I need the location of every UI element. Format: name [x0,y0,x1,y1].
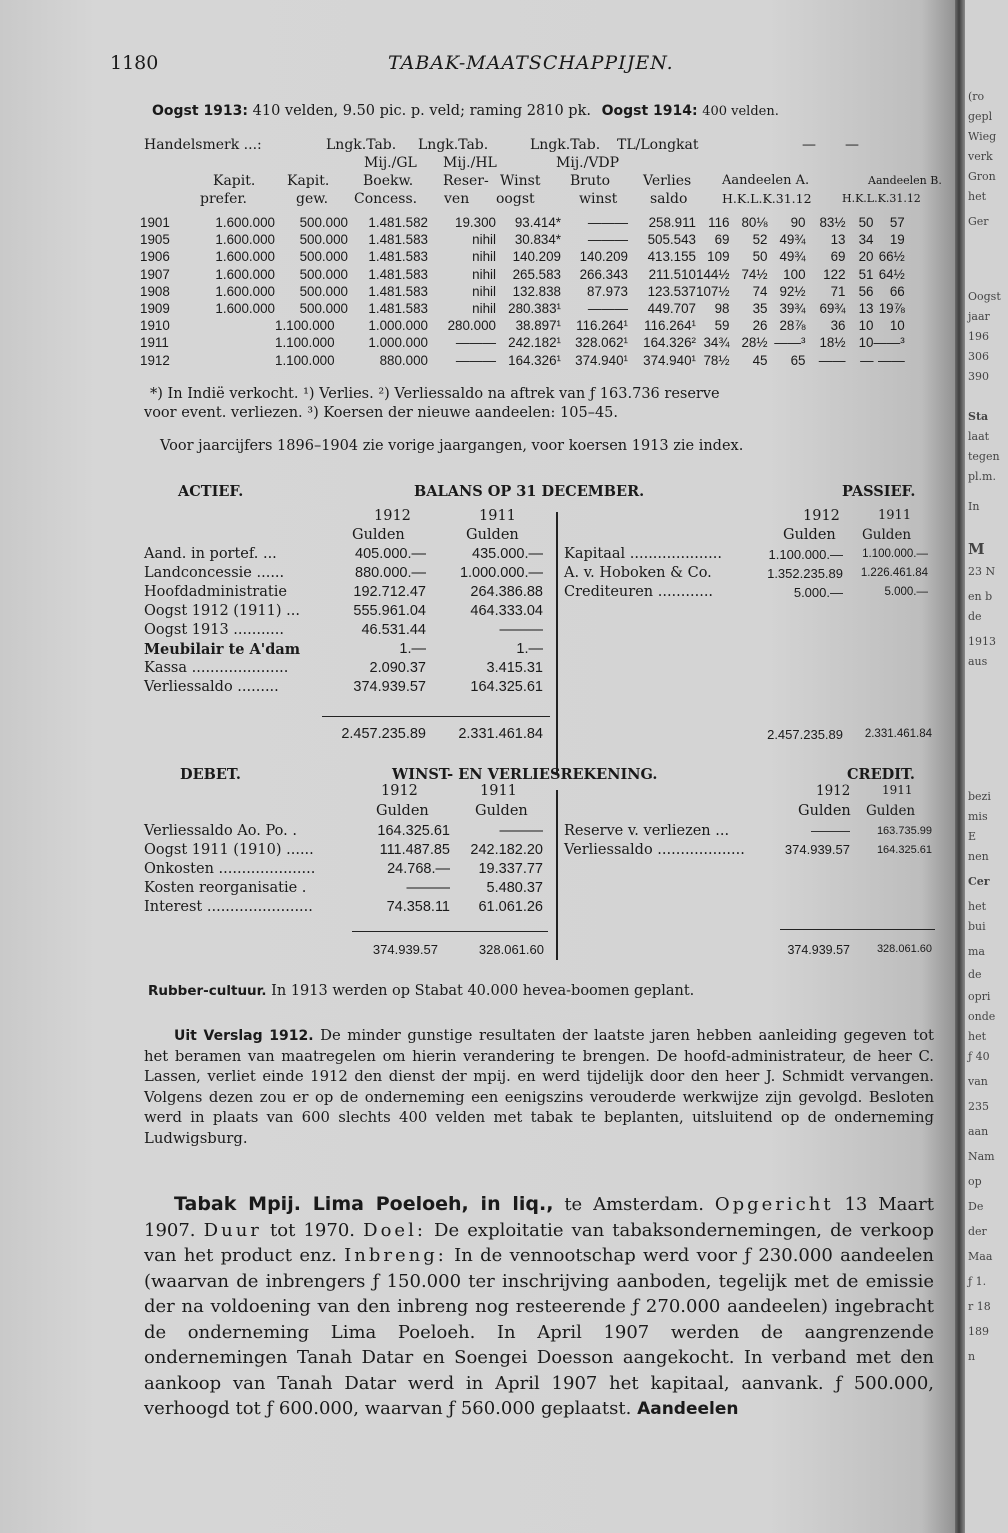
col-header-kapit-gew: Kapit. [287,173,330,189]
list-item-label: Verliessaldo Ao. Po. . [144,823,297,839]
pl-title: WINST- EN VERLIESREKENING. [392,766,658,783]
balance-passief-currency-1912: Gulden [783,527,836,543]
pl-debet-year-1911: 1911 [480,783,517,799]
balance-actief-currency-1912: Gulden [352,527,405,543]
list-item-label: Kassa ..................... [144,660,289,676]
trademark-mark-4: TL/Longkat [617,137,699,153]
pl-credit-total-1912: 374.939.57 [787,943,850,957]
pl-divider [556,790,558,960]
pl-debet-total-1912: 374.939.57 [372,942,438,957]
company-duration: tot 1970. [270,1219,356,1241]
balance-passief-total-1912: 2.457.235.89 [767,727,843,742]
pl-credit-currency-1911: Gulden [866,803,916,819]
company-founded-label: Opgericht [714,1194,834,1215]
rubber-line [148,983,694,999]
balance-actief-total-1911: 2.331.461.84 [458,726,543,742]
rubber-text: In 1913 werden op Stabat 40.000 hevea-boomen geplant. [271,983,695,999]
list-item-label: Landconcessie ...... [144,565,285,581]
balance-passief-title: PASSIEF. [842,483,916,500]
col-subheader-a-koersen: H.K.L.K.31.12 [722,191,812,206]
balance-actief-currency-1911: Gulden [466,527,519,543]
list-item-label: Crediteuren ............ [564,584,714,600]
col-header-reserven: Reser- [443,173,489,189]
table-row: 1905 1.600.000 500.000 1.481.583 nihil 30.834* ——— 505.543 69 52 49¾ 13 34 19 [140,232,905,248]
pl-credit-year-1911: 1911 [882,783,913,797]
list-item-label: Oogst 1912 (1911) ... [144,603,300,619]
list-item-label: Meubilair te A'dam [144,641,301,658]
col-subheader-winst: winst [579,191,618,207]
col-header-winst: Winst [500,173,541,189]
footnote-line-1: *) In Indië verkocht. ¹) Verlies. ²) Verliessaldo na aftrek van ƒ 163.736 reserve [150,386,720,402]
table-row: 1912 1.100.000 880.000 ——— 164.326¹ 374.940¹ 374.940¹ 78½ 45 65 —— — —— [140,352,905,368]
pl-credit-title: CREDIT. [847,766,915,783]
balance-passief-total-1911: 2.331.461.84 [864,728,932,740]
page-number: 1180 [110,52,159,74]
col-header-kapit-pref: Kapit. [213,173,256,189]
company-entry [144,1192,934,1423]
stats-table [140,214,905,369]
list-item-label: Onkosten ..................... [144,861,316,877]
pl-debet-currency-1911: Gulden [475,803,528,819]
trademark-label: Handelsmerk ...: [144,137,262,153]
trademark-sub-2: Mij./HL [443,155,497,171]
company-duration-label: Duur [203,1219,262,1241]
pl-credit-currency-1912: Gulden [798,803,851,819]
document-page: 1180 TABAK-MAATSCHAPPIJEN. Oogst 1913: 410 velden, 9.50 pic. p. veld; raming 2810 pk. Oogst 1914: 400 velden. Handelsmerk ...: Lngk.Tab. Lngk.Tab. Lngk.Tab. TL/Longkat — — Mij./GL Mij./HL Mij./VDP Kapit. Kapit. Boekw. Reser- Winst Bruto Verlies Aandeelen A. Aandeelen B. prefer. gew. Concess. ven oogst winst saldo H.K.L.K.31.12 H.K.L.K.31.12 1901 1.600.000 500.000 1.481.582 19.300 93.414* ——— 258.911 116 80⅛ 90 83½ 50 57 1905 1.600.000 500.000 1.481.583 nihil 30.834* ——— 505.543 69 52 49¾ 13 34 19 1906 1.600.000 500.000 1.481.583 nihil 140.209 140.209 413.155 109 50 49¾ 69 20 66½ 1907 1.600.000 500.000 1.481.583 nihil 265.583 266.343 211.510 144½ 74½ 100 122 51 64½ 1908 1.600.000 500.000 1.481.583 nihil 132.838 87.973 123.537 107½ 74 92½ 71 56 66 1909 1.600.000 500.000 1.481.583 nihil 280.383¹ ——— 449.707 98 35 39¾ 69¾ 13 19⅞ 1910 1.100.000 1.000.000 280.000 38.897¹ 116.264¹ 116.264¹ 59 26 28⅞ 36 10 10 1911 1.100.000 1.000.000 ——— 242.182¹ 328.062¹ 164.326² 34¾ 28½ ——³ 18½ 10 ——³ 1912 1.100.000 880.000 ——— 164.326¹ 374.940¹ 374.940¹ 78½ 45 65 —— — —— *) In Indië verkocht. ¹) Verlies. ²) Verliessaldo na aftrek van ƒ 163.736 reserve voor event. verliezen. ³) Koersen der nieuwe aandeelen: 105–45. Voor jaarcijfers 1896–1904 zie vorige jaargangen, voor koersen 1913 zie index. ACTIEF. BALANS OP 31 DECEMBER. PASSIEF. 1912 1911 Gulden Gulden Aand. in portef. ... 405.000.— 435.000.— Landconcessie ...... 880.000.— 1.000.000.— Hoofdadministratie 192.712.47 264.386.88 Oogst 1912 (1911) ... 555.961.04 464.333.04 Oogst 1913 ........... 46.531.44 ——— Meubilair te A'dam 1.— 1.— Kassa ..................... 2.090.37 3.415.31 Verliessaldo ......... 374.939.57 164.325.61 2.457.235.89 2.331.461.84 1912 1911 Gulden Gulden Kapitaal .................... 1.100.000.— 1.100.000.— A. v. Hoboken & Co. 1.352.235.89 1.226.461.84 Crediteuren ............ 5.000.— 5.000.— 2.457.235.89 2.331.461.84 DEBET. WINST- EN VERLIESREKENING. CREDIT. 1912 1911 Gulden Gulden Verliessaldo Ao. Po. . 164.325.61 ——— Oogst 1911 (1910) ...... 111.487.85 242.182.20 Onkosten ..................... 24.768.— 19.337.77 Kosten reorganisatie . ——— 5.480.37 Interest ....................... 74.358.11 61.061.26 374.939.57 328.061.60 1912 1911 Gulden Gulden Reserve v. verliezen ... ——— 163.735.99 Verliessaldo ................... 374.939.57 164.325.61 374.939.57 328.061.60 Rubber-cultuur. In 1913 werden op Stabat 40.000 hevea-boomen geplant. Uit Verslag 1912. De minder gunstige resultaten der laatste jaren hebben aanleiding gegeven tot het beramen van maatregelen om hierin verandering te brengen. De hoofd-administrateur, de heer C. Lassen, verliet einde 1912 den dienst der mpij. en werd tijdelijk door den heer J. Schmidt vervangen. Volgens dezen zou er op de onderneming een eenigszins verouderde werkwijze zijn gevolgd. Besloten werd in plaats van 600 slechts 400 velden met tabak te beplanten, uitsluitend op de onderneming Ludwigsburg. Tabak Mpij. Lima Poeloeh, in liq., te Amsterdam. Opgericht 13 Maart 1907. Duur tot 1970. Doel: De exploitatie van tabaksondernemingen, de verkoop van het product enz. Inbreng: In de vennootschap werd voor ƒ 230.000 aandeelen (waarvan de inbrengers ƒ 150.000 ter inschrijving aanboden, tegelijk met de emissie der na voldoening van den inbreng nog resteerende ƒ 270.000 aandeelen) ingebracht de onderneming Lima Poeloeh. In April 1907 werden de aangrenzende ondernemingen Tanah Datar en Soengei Doesson aangekocht. In verband met den aankoop van Tanah Datar werd in April 1907 het kapitaal, aanvank. ƒ 500.000, verhoogd tot ƒ 600.000, waarvan ƒ 560.000 geplaatst. Aandeelen [0,0,960,1533]
list-item-label: Aand. in portef. ... [144,546,277,562]
col-header-bruto: Bruto [570,173,611,189]
pl-debet-total-rule [352,931,548,932]
balance-actief-total-1912: 2.457.235.89 [341,726,426,742]
balance-actief-year-1911: 1911 [479,508,516,524]
balance-passief-currency-1911: Gulden [862,527,912,543]
pl-debet-year-1912: 1912 [381,783,418,799]
company-purpose-label: Doel: [363,1219,426,1241]
company-name: Tabak Mpij. Lima Poeloeh, in liq., [174,1193,554,1215]
list-item-label: Oogst 1911 (1910) ...... [144,842,314,858]
company-contribution: In de vennootschap werd voor ƒ 230.000 aandeelen (waarvan de inbrengers ƒ 150.000 ter inschrijving aanboden, tegelijk met de emissie der na voldoening van den inbreng nog resteerende ƒ 270.000 aandeelen) ingebracht de onderneming Lima Poeloeh. In April 1907 werden de aangrenzende ondernemingen Tanah Datar en Soengei Doesson aangekocht. In verband met den aankoop van Tanah Datar werd in April 1907 het kapitaal, aanvank. ƒ 500.000, verhoogd tot ƒ 600.000, waarvan ƒ 560.000 geplaatst. [144,1245,934,1419]
pl-debet-total-1911: 328.061.60 [478,942,544,957]
col-subheader-b-koersen: H.K.L.K.31.12 [842,192,921,205]
harvest-line [152,103,779,119]
company-contribution-label: Inbreng: [344,1245,447,1266]
harvest-1913-text: 410 velden, 9.50 pic. p. veld; raming 2810 pk. [252,103,591,119]
list-item-label: Reserve v. verliezen ... [564,823,730,839]
list-item-label: Verliessaldo ......... [144,679,279,695]
list-item-label: Kapitaal .................... [564,546,722,562]
harvest-1913-label: Oogst 1913: [152,103,249,119]
pl-debet-title: DEBET. [180,766,241,783]
pl-credit-total-1911: 328.061.60 [876,943,932,955]
rubber-label: Rubber-cultuur. [148,983,267,999]
company-trailing-label: Aandeelen [637,1399,739,1419]
balance-divider [556,512,558,774]
trademark-mark-6: — [845,137,859,153]
col-header-aandeelen-b: Aandeelen B. [868,174,942,187]
facing-page-edge: (ro gepl Wieg verk Gron het Ger Oogst jaar 196 306 390 Sta laat tegen pl.m. In M 23 N en b de 1913 aus bezi mis E nen Cer het bui ma de opri onde het ƒ 40 van 235 aan Nam op De der Maa ƒ 1. r 18 189 n [965,0,1008,1533]
trademark-sub-3: Mij./VDP [556,155,620,171]
balance-title: BALANS OP 31 DECEMBER. [414,483,645,500]
harvest-1914-label: Oogst 1914: [601,103,698,119]
running-title: TABAK-MAATSCHAPPIJEN. [388,52,674,74]
balance-actief-title: ACTIEF. [178,483,244,500]
list-item-label: Oogst 1913 ........... [144,622,284,638]
book-spine-shadow [955,0,965,1533]
list-item-label: Verliessaldo ................... [564,842,745,858]
list-item-label: Hoofdadministratie [144,584,287,600]
footnote-line-3: Voor jaarcijfers 1896–1904 zie vorige jaargangen, voor koersen 1913 zie index. [160,438,744,454]
report-text: De minder gunstige resultaten der laatste jaren hebben aanleiding gegeven tot het beramen van maatregelen om hierin verandering te brengen. De hoofd-administrateur, de heer C. Lassen, verliet einde 1912 den dienst der mpij. en werd tijdelijk door den heer J. Schmidt vervangen. Volgens dezen zou er op de onderneming een eenigszins verouderde werkwijze zijn gevolgd. Besloten werd in plaats van 600 slechts 400 velden met tabak te beplanten, uitsluitend op de onderneming Ludwigsburg. [144,1027,934,1147]
col-subheader-gew: gew. [296,191,329,207]
trademark-mark-1: Lngk.Tab. [326,137,397,153]
company-purpose: De exploitatie van tabaksondernemingen, de verkoop van het product enz. [144,1219,934,1266]
list-item-label: Interest ....................... [144,899,313,915]
table-row: 1909 1.600.000 500.000 1.481.583 nihil 280.383¹ ——— 449.707 98 35 39¾ 69¾ 13 19⅞ [140,301,905,317]
report-label: Uit Verslag 1912. [174,1028,314,1044]
balance-passief-year-1911: 1911 [878,508,912,523]
col-subheader-prefer: prefer. [200,191,248,207]
balance-actief-total-rule [322,716,550,717]
col-header-verlies: Verlies [643,173,692,189]
list-item-label: A. v. Hoboken & Co. [564,565,712,581]
pl-debet-currency-1912: Gulden [376,803,429,819]
trademark-mark-5: — [802,137,816,153]
table-row: 1911 1.100.000 1.000.000 ——— 242.182¹ 328.062¹ 164.326² 34¾ 28½ ——³ 18½ 10 ——³ [140,335,905,351]
col-header-aandeelen-a: Aandeelen A. [722,173,810,188]
col-subheader-saldo: saldo [650,191,688,207]
harvest-1914-text: 400 velden. [702,104,779,119]
pl-credit-total-rule [780,929,935,930]
pl-credit-year-1912: 1912 [816,783,851,799]
list-item-label: Kosten reorganisatie . [144,880,307,896]
table-row: 1901 1.600.000 500.000 1.481.582 19.300 93.414* ——— 258.911 116 80⅛ 90 83½ 50 57 [140,215,905,231]
table-row: 1908 1.600.000 500.000 1.481.583 nihil 132.838 87.973 123.537 107½ 74 92½ 71 56 66 [140,283,905,299]
col-subheader-concess: Concess. [354,191,418,207]
trademark-sub-1: Mij./GL [364,155,417,171]
report-paragraph [144,1026,934,1149]
footnote-line-2: voor event. verliezen. ³) Koersen der nieuwe aandeelen: 105–45. [144,405,619,421]
col-header-boekw: Boekw. [363,173,414,189]
trademark-mark-2: Lngk.Tab. [418,137,489,153]
company-location: te Amsterdam. [564,1194,704,1215]
trademark-mark-3: Lngk.Tab. [530,137,601,153]
company-founded: 13 Maart 1907. [144,1194,934,1241]
balance-actief-year-1912: 1912 [374,508,411,524]
balance-passief-year-1912: 1912 [803,508,840,524]
table-row: 1910 1.100.000 1.000.000 280.000 38.897¹ 116.264¹ 116.264¹ 59 26 28⅞ 36 10 10 [140,318,905,334]
col-subheader-oogst: oogst [496,191,535,207]
table-row: 1907 1.600.000 500.000 1.481.583 nihil 265.583 266.343 211.510 144½ 74½ 100 122 51 64½ [140,266,905,282]
col-subheader-ven: ven [444,191,470,207]
table-row: 1906 1.600.000 500.000 1.481.583 nihil 140.209 140.209 413.155 109 50 49¾ 69 20 66½ [140,249,905,265]
